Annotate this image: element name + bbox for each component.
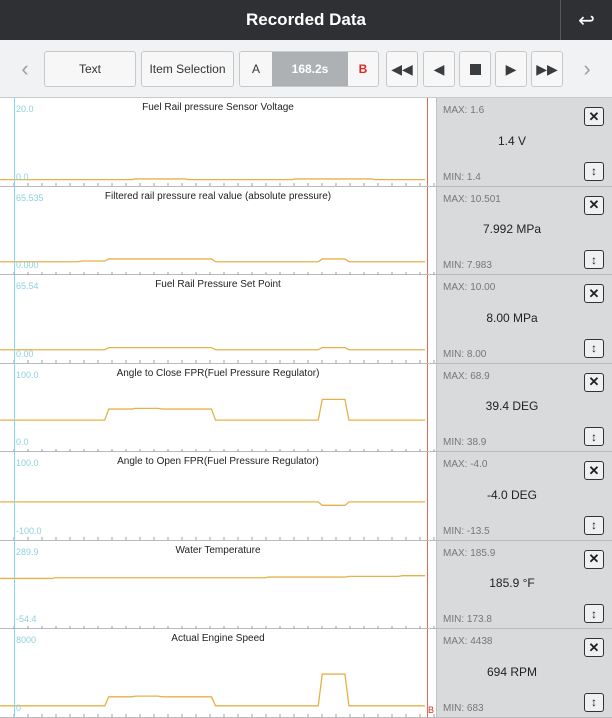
y-max-label: 8000 <box>16 635 37 646</box>
chevron-right-icon[interactable]: › <box>583 56 591 81</box>
y-min-label: 0.00 <box>16 348 34 359</box>
value-panel <box>436 452 612 540</box>
y-min-label: 0.0 <box>16 437 29 448</box>
value-panel <box>436 275 612 363</box>
graph-title: Angle to Open FPR(Fuel Pressure Regulator) <box>117 456 319 468</box>
close-icon[interactable]: ✕ <box>584 196 604 215</box>
current-value: 1.4 V <box>497 133 527 148</box>
value-panel <box>436 364 612 452</box>
text-button[interactable]: Text <box>44 51 136 87</box>
value-panel <box>436 98 612 186</box>
max-value: MAX: 4438 <box>443 636 493 648</box>
close-icon[interactable]: ✕ <box>584 550 604 569</box>
chevron-left-icon[interactable]: ‹ <box>21 56 29 81</box>
max-value: MAX: 1.6 <box>443 105 485 116</box>
play-icon[interactable]: ▶ <box>495 51 527 87</box>
y-min-label: -54.4 <box>16 614 37 625</box>
max-value: MAX: 185.9 <box>443 547 496 559</box>
close-icon[interactable]: ✕ <box>584 284 604 303</box>
data-trace <box>0 502 425 505</box>
data-stream-row <box>0 187 612 276</box>
data-stream-row <box>0 364 612 453</box>
y-min-label: 0 <box>16 702 22 713</box>
max-value: MAX: 68.9 <box>443 370 490 382</box>
resize-vertical-icon[interactable]: ↕ <box>584 250 604 269</box>
data-trace <box>0 348 425 350</box>
resize-vertical-icon[interactable]: ↕ <box>584 427 604 446</box>
min-value: MIN: 1.4 <box>443 171 481 183</box>
min-value: MIN: 8.00 <box>443 348 487 360</box>
min-value: MIN: -13.5 <box>443 525 490 537</box>
value-panel <box>436 629 612 717</box>
graph-area[interactable] <box>0 187 436 275</box>
max-value: MAX: 10.501 <box>443 193 501 205</box>
min-value: MIN: 173.8 <box>443 614 492 626</box>
page-title: Recorded Data <box>246 10 366 29</box>
stop-icon[interactable] <box>459 51 491 87</box>
current-value: 8.00 MPa <box>486 310 538 325</box>
time-display: 168.2s <box>272 52 348 86</box>
graph-title: Water Temperature <box>175 544 261 556</box>
fast-forward-icon[interactable]: ▶▶ <box>531 51 563 87</box>
current-value: 185.9 °F <box>489 576 535 591</box>
toolbar <box>0 40 612 98</box>
close-icon[interactable]: ✕ <box>584 461 604 480</box>
y-max-label: 20.0 <box>16 104 34 114</box>
y-min-label: 0.0 <box>16 171 29 182</box>
resize-vertical-icon[interactable]: ↕ <box>584 604 604 623</box>
graph-area[interactable] <box>0 275 436 363</box>
graph-title: Filtered rail pressure real value (absolute pressure) <box>104 190 332 202</box>
resize-vertical-icon[interactable]: ↕ <box>584 162 604 181</box>
graph-area[interactable] <box>0 98 436 186</box>
close-icon[interactable]: ✕ <box>584 107 604 126</box>
resize-vertical-icon[interactable]: ↕ <box>584 693 604 712</box>
close-icon[interactable]: ✕ <box>584 638 604 657</box>
y-min-label: 0.000 <box>16 260 39 271</box>
graph-area[interactable] <box>0 452 436 540</box>
value-panel <box>436 187 612 275</box>
data-stream-row <box>0 541 612 630</box>
y-min-label: -100.0 <box>16 525 42 536</box>
y-max-label: 289.9 <box>16 546 39 557</box>
current-value: 7.992 MPa <box>482 222 542 237</box>
y-max-label: 65.535 <box>16 192 44 203</box>
time-marker-group <box>239 51 379 87</box>
step-back-icon[interactable]: ◀ <box>423 51 455 87</box>
min-value: MIN: 38.9 <box>443 437 487 449</box>
min-value: MIN: 7.983 <box>443 260 492 272</box>
y-max-label: 100.0 <box>16 458 39 469</box>
data-trace <box>0 399 425 420</box>
data-trace <box>0 179 425 180</box>
close-icon[interactable]: ✕ <box>584 373 604 392</box>
value-panel <box>436 541 612 629</box>
rewind-icon[interactable]: ◀◀ <box>386 51 418 87</box>
graph-title: Fuel Rail Pressure Set Point <box>155 279 281 291</box>
graph-title: Angle to Close FPR(Fuel Pressure Regulator) <box>116 367 320 379</box>
resize-vertical-icon[interactable]: ↕ <box>584 339 604 358</box>
max-value: MAX: 10.00 <box>443 282 496 294</box>
marker-a-button[interactable]: A <box>251 62 260 76</box>
data-trace <box>0 674 425 706</box>
data-stream-row <box>0 452 612 541</box>
data-stream-list <box>0 98 612 718</box>
marker-b-button[interactable]: B <box>358 62 368 76</box>
resize-vertical-icon[interactable]: ↕ <box>584 516 604 535</box>
data-trace <box>0 259 425 262</box>
max-value: MAX: -4.0 <box>443 459 488 471</box>
marker-b-label: B <box>428 704 435 715</box>
data-stream-row <box>0 629 612 718</box>
title-bar <box>0 0 612 40</box>
data-stream-row <box>0 275 612 364</box>
graph-title: Fuel Rail pressure Sensor Voltage <box>142 102 294 113</box>
graph-area[interactable] <box>0 364 436 452</box>
current-value: 39.4 DEG <box>485 399 539 414</box>
item-selection-button[interactable]: Item Selection <box>141 51 234 87</box>
y-max-label: 100.0 <box>16 369 39 380</box>
data-trace <box>0 576 425 579</box>
y-max-label: 65.54 <box>16 281 39 292</box>
current-value: 694 RPM <box>486 664 538 679</box>
min-value: MIN: 683 <box>443 702 484 714</box>
graph-area[interactable] <box>0 541 436 629</box>
current-value: -4.0 DEG <box>486 487 537 502</box>
data-stream-row <box>0 98 612 187</box>
graph-title: Actual Engine Speed <box>171 633 265 645</box>
graph-area[interactable] <box>0 629 436 717</box>
return-arrow-icon[interactable]: ↩ <box>560 0 612 40</box>
